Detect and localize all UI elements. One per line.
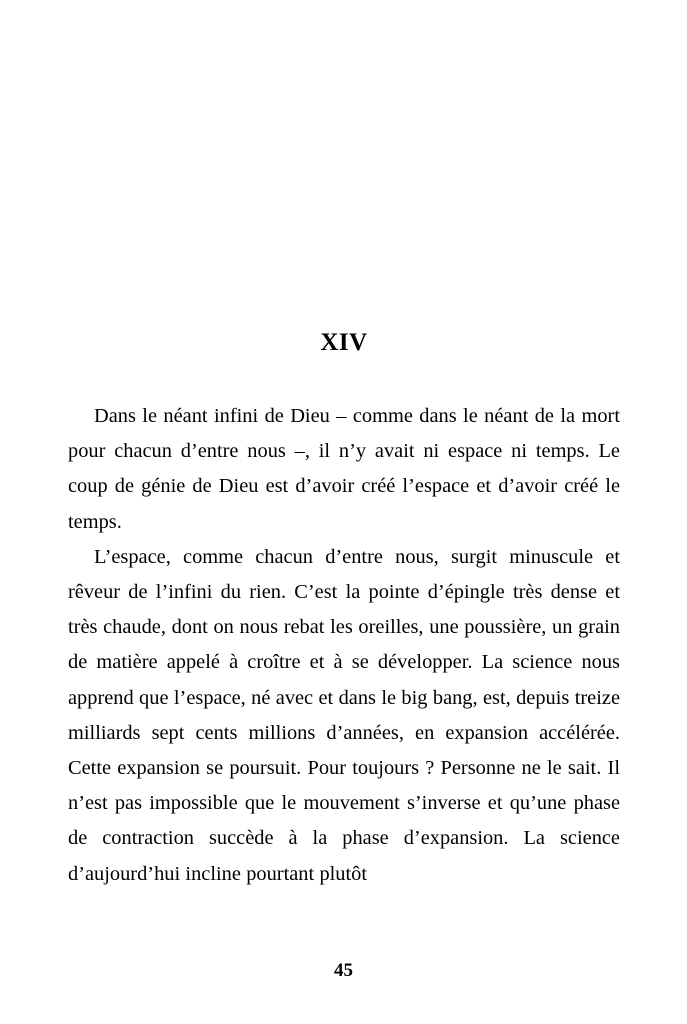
body-paragraph-1: Dans le néant infini de Dieu – comme dans le néant de la mort pour chacun d’entre nous –, il n’y avait ni espace ni temps. Le coup de génie de Dieu est d’avoir créé l’espace et d’avoir créé le temps.: [68, 405, 620, 533]
body-paragraph-2: L’espace, comme chacun d’entre nous, surgit minuscule et rêveur de l’infini du rien. C’est la pointe d’épingle très dense et très chaude, dont on nous rebat les oreilles, une poussière, un grain de matière appelé à croître et à se développer. La science nous apprend que l’espace, né avec et dans le big bang, est, depuis treize milliards sept cents millions d’années, en expansion accélérée. Cette expansion se poursuit. Pour toujours ? Personne ne le sait. Il n’est pas impossible que le mouvement s’inverse et qu’une phase de contraction succède à la phase d’expansion. La science d’aujourd’hui incline pourtant plutôt: [68, 545, 620, 885]
page-number-folio: 45: [334, 960, 353, 981]
chapter-number-heading: XIV: [320, 329, 368, 356]
page-text-block: [68, 330, 620, 892]
